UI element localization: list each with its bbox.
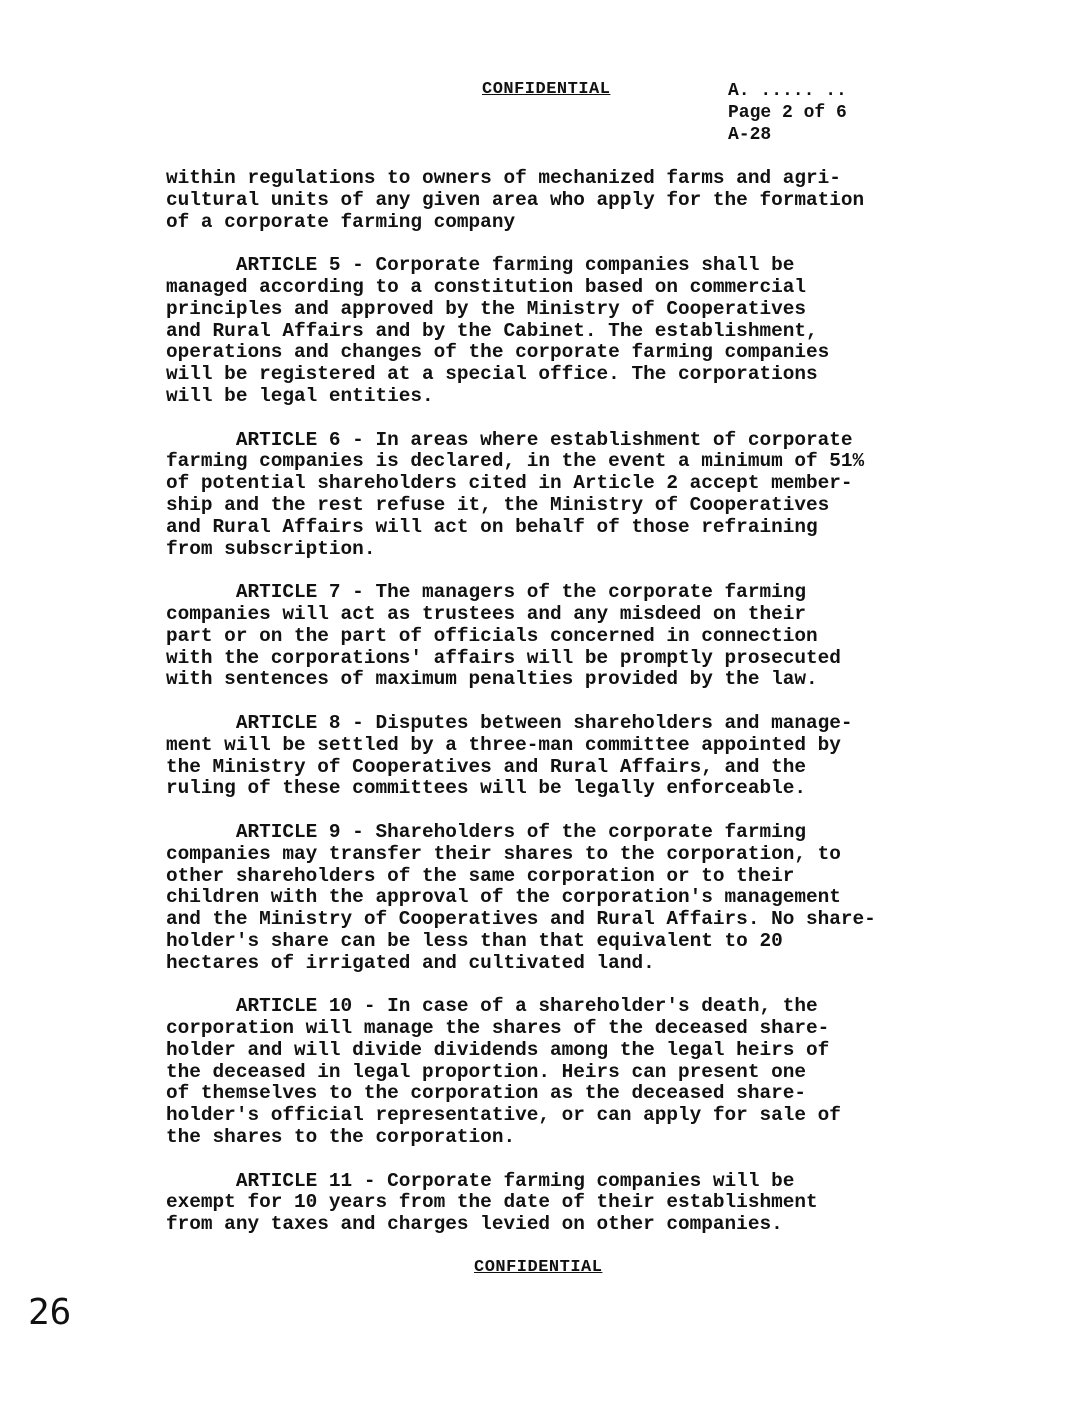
text-line: ruling of these committees will be legally enforceable. (166, 777, 806, 800)
text-line: ment will be settled by a three-man committee appointed by (166, 733, 841, 756)
text-line: of potential shareholders cited in Article 2 accept member- (166, 472, 853, 495)
text-line: ARTICLE 9 - Shareholders of the corporate farming (166, 820, 806, 843)
text-line: the shares to the corporation. (166, 1126, 516, 1149)
page-of-count: Page 2 of 6 (728, 103, 847, 123)
text-line: ARTICLE 6 - In areas where establishment of corporate (166, 428, 853, 451)
text-line: hectares of irrigated and cultivated land. (166, 951, 655, 974)
article-paragraph (166, 582, 966, 691)
text-line: holder's official representative, or can apply for sale of (166, 1104, 841, 1127)
text-line: from any taxes and charges levied on other companies. (166, 1213, 783, 1236)
text-line: corporation will manage the shares of the deceased share- (166, 1017, 830, 1040)
text-line: ARTICLE 11 - Corporate farming companies will be (166, 1169, 795, 1192)
text-line: principles and approved by the Ministry of Cooperatives (166, 297, 806, 320)
document-reference (728, 80, 847, 146)
text-line: holder's share can be less than that equivalent to 20 (166, 929, 783, 952)
text-line: companies will act as trustees and any misdeed on their (166, 602, 806, 625)
text-line: ARTICLE 10 - In case of a shareholder's death, the (166, 995, 818, 1018)
article-paragraph (166, 822, 966, 975)
article-paragraph (166, 255, 966, 408)
article-paragraph (166, 1171, 966, 1236)
article-paragraph (166, 713, 966, 800)
text-line: of themselves to the corporation as the deceased share- (166, 1082, 806, 1105)
text-line: holder and will divide dividends among the legal heirs of (166, 1038, 830, 1061)
header-classification: CONFIDENTIAL (482, 80, 611, 99)
footer-classification: CONFIDENTIAL (474, 1258, 603, 1277)
text-line: will be registered at a special office. The corporations (166, 363, 818, 386)
text-line: within regulations to owners of mechanized farms and agri- (166, 167, 841, 189)
article-paragraph (166, 996, 966, 1149)
text-line: ARTICLE 8 - Disputes between shareholders and manage- (166, 711, 853, 734)
text-line: and Rural Affairs and by the Cabinet. The establishment, (166, 319, 818, 342)
text-line: ARTICLE 5 - Corporate farming companies shall be (166, 254, 795, 277)
document-body (166, 168, 966, 1258)
reference-number: A. ..... .. (728, 81, 847, 101)
text-line: managed according to a constitution based on commercial (166, 275, 806, 298)
article-paragraph (166, 430, 966, 561)
text-line: farming companies is declared, in the event a minimum of 51% (166, 450, 865, 473)
text-line: exempt for 10 years from the date of their establishment (166, 1191, 818, 1214)
text-line: with the corporations' affairs will be promptly prosecuted (166, 646, 841, 669)
text-line: and the Ministry of Cooperatives and Rural Affairs. No share- (166, 908, 876, 931)
text-line: and Rural Affairs will act on behalf of those refraining (166, 515, 818, 538)
text-line: cultural units of any given area who apply for the formation (166, 188, 865, 211)
text-line: ARTICLE 7 - The managers of the corporate farming (166, 581, 806, 604)
attachment-id: A-28 (728, 125, 772, 145)
page-number: 26 (28, 1292, 72, 1333)
text-line: from subscription. (166, 537, 376, 560)
text-line: children with the approval of the corporation's management (166, 886, 841, 909)
text-line: will be legal entities. (166, 384, 434, 407)
text-line: with sentences of maximum penalties provided by the law. (166, 668, 818, 691)
text-line: other shareholders of the same corporation or to their (166, 864, 795, 887)
text-line: companies may transfer their shares to the corporation, to (166, 842, 841, 865)
text-line: operations and changes of the corporate farming companies (166, 341, 830, 364)
continuation-paragraph (166, 168, 966, 233)
text-line: of a corporate farming company (166, 210, 516, 233)
text-line: the deceased in legal proportion. Heirs can present one (166, 1060, 806, 1083)
text-line: the Ministry of Cooperatives and Rural Affairs, and the (166, 755, 806, 778)
text-line: part or on the part of officials concerned in connection (166, 624, 818, 647)
text-line: ship and the rest refuse it, the Ministry of Cooperatives (166, 493, 830, 516)
